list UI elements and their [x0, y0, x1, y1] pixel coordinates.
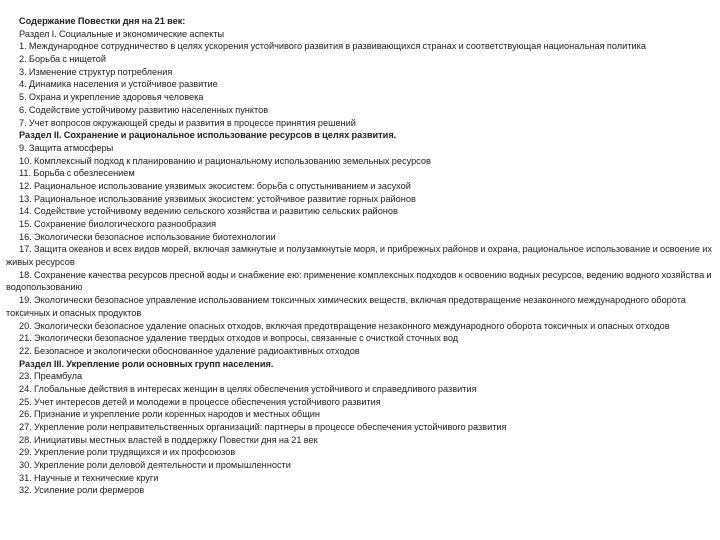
- list-item: 3. Изменение структур потребления: [19, 66, 173, 77]
- list-item: 11. Борьба с обезлесением: [19, 168, 135, 179]
- list-item: 12. Рациональное использование уязвимых экосистем: борьба с опустыниванием и засухой: [19, 180, 411, 191]
- list-item: 2. Борьба с нищетой: [19, 54, 107, 65]
- list-item: 31. Научные и технические круги: [19, 472, 159, 483]
- list-item: 1. Международное сотрудничество в целях ускорения устойчивого развития в развивающихся странах и соответствующая национальная политика: [19, 41, 646, 52]
- list-item: 18. Сохранение качества ресурсов пресной воды и снабжение ею: применение комплексных подходов к освоению водных ресурсов, ведению водного хозяйства и водопользованию: [6, 269, 712, 293]
- list-item: 27. Укрепление роли неправительственных организаций: партнеры в процессе обеспечения устойчивого развития: [19, 422, 507, 432]
- list-item: 16. Экологически безопасное использование биотехнологии: [19, 231, 276, 242]
- list-item: 6. Содействие устойчивому развитию населенных пунктов: [19, 104, 269, 115]
- section-heading: Раздел III. Укрепление роли основных групп населения.: [19, 358, 274, 369]
- list-item: 14. Содействие устойчивому ведению сельского хозяйства и развитию сельских районов: [19, 206, 398, 217]
- list-item: 23. Преамбула: [19, 371, 83, 382]
- list-item: 19. Экологически безопасное управление использованием токсичных химических веществ, включая предотвращение незаконного международного оборота токсичных и опасных продуктов: [6, 295, 686, 318]
- list-item: 10. Комплексный подход к планированию и рациональному использованию земельных ресурсов: [19, 155, 431, 166]
- list-item: 9. Защита атмосферы: [19, 142, 114, 153]
- list-item: 30. Укрепление роли деловой деятельности и промышленности: [19, 460, 291, 471]
- list-item: 22. Безопасное и экологически обоснованное удаление радиоактивных отходов: [19, 345, 360, 356]
- list-item: 28. Инициативы местных властей в поддержку Повестки дня на 21 век: [19, 434, 318, 445]
- list-item: 20. Экологически безопасное удаление опасных отходов, включая предотвращение незаконного международного оборота токсичных и опасных отходов: [19, 320, 670, 331]
- document-title: Содержание Повестки дня на 21 век:: [19, 16, 186, 26]
- list-item: 21. Экологически безопасное удаление твердых отходов и вопросы, связанные с очисткой сточных вод: [19, 333, 459, 344]
- list-item: 32. Усиление роли фермеров: [19, 485, 145, 496]
- list-item: 7. Учет вопросов окружающей среды и развития в процессе принятия решений: [19, 117, 356, 128]
- list-item: 26. Признание и укрепление роли коренных народов и местных общин: [19, 409, 320, 420]
- list-item: 4. Динамика населения и устойчивое развитие: [19, 79, 218, 90]
- list-item: 13. Рациональное использование уязвимых экосистем: устойчивое развитие горных районов: [19, 193, 416, 204]
- list-item: 17. Защита океанов и всех видов морей, включая замкнутые и полузамкнутые моря, и прибрежных районов и охрана, рациональное использование и освоение их живых ресурсов: [6, 244, 712, 268]
- list-item: 5. Охрана и укрепление здоровья человека: [19, 92, 204, 103]
- content-list: [6, 28, 718, 497]
- list-item: 24. Глобальные действия в интересах женщин в целях обеспечения устойчивого и справедливого развития: [19, 383, 477, 394]
- list-item: 25. Учет интересов детей и молодежи в процессе обеспечения устойчивого развития: [19, 396, 381, 407]
- list-item: Раздел I. Социальные и экономические аспекты: [19, 28, 225, 39]
- list-item: 29. Укрепление роли трудящихся и их профсоюзов: [19, 447, 236, 458]
- section-heading: Раздел II. Сохранение и рациональное использование ресурсов в целях развития.: [19, 130, 397, 141]
- list-item: 15. Сохранение биологического разнообразия: [19, 219, 217, 229]
